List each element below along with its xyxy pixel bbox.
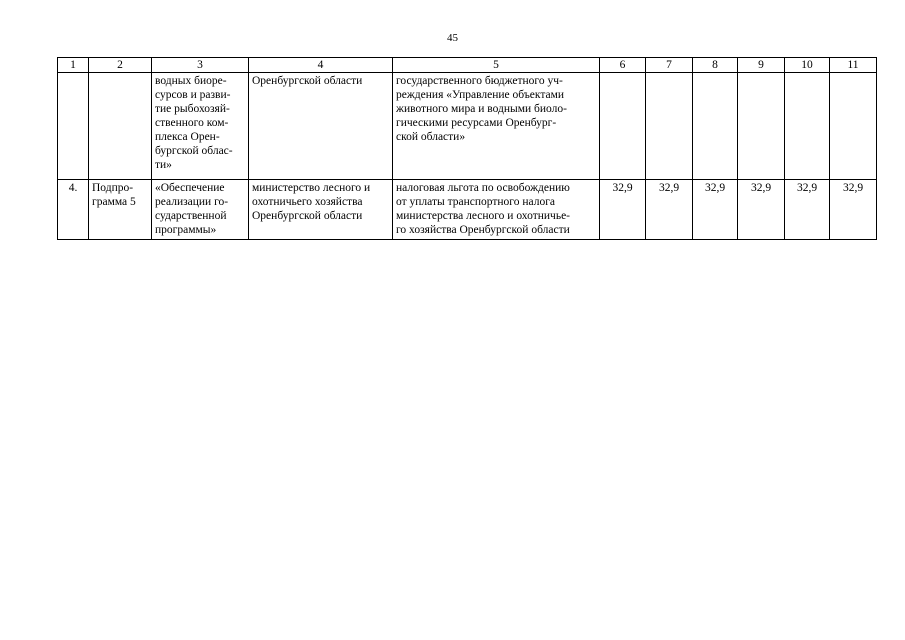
table-cell-value: 32,9 — [830, 180, 877, 240]
table-cell-number: 4. — [58, 180, 89, 240]
table-cell-value — [785, 73, 830, 180]
table-cell-name: «Обеспечение реализации го- сударственной программы» — [152, 180, 249, 240]
table-cell-value — [646, 73, 693, 180]
table-cell-subprogram: Подпро- грамма 5 — [89, 180, 152, 240]
column-header: 1 — [58, 58, 89, 73]
column-header: 4 — [249, 58, 393, 73]
column-header: 11 — [830, 58, 877, 73]
column-header: 8 — [693, 58, 738, 73]
column-header: 3 — [152, 58, 249, 73]
table-cell-value: 32,9 — [646, 180, 693, 240]
table-cell-description: налоговая льгота по освобождению от уплаты транспортного налога министерства лесного и охотничье- го хозяйства Оренбургской области — [393, 180, 600, 240]
table-cell-value — [738, 73, 785, 180]
column-header: 6 — [600, 58, 646, 73]
table-cell-value — [600, 73, 646, 180]
column-header: 10 — [785, 58, 830, 73]
column-header: 9 — [738, 58, 785, 73]
page-number: 45 — [447, 32, 458, 44]
table-header-row — [58, 58, 877, 73]
table-cell-value: 32,9 — [693, 180, 738, 240]
table-cell-number — [58, 73, 89, 180]
table-row — [58, 180, 877, 240]
table-cell-value: 32,9 — [738, 180, 785, 240]
table-row — [58, 73, 877, 180]
data-table — [57, 57, 877, 240]
table-cell-name: водных биоре- сурсов и разви- тие рыбохозяй- ственного ком- плекса Орен- бургской облас- ти» — [152, 73, 249, 180]
column-header: 2 — [89, 58, 152, 73]
table-cell-value — [693, 73, 738, 180]
table-cell-executor: министерство лесного и охотничьего хозяйства Оренбургской области — [249, 180, 393, 240]
column-header: 5 — [393, 58, 600, 73]
column-header: 7 — [646, 58, 693, 73]
table-cell-executor: Оренбургской области — [249, 73, 393, 180]
table-cell-value: 32,9 — [600, 180, 646, 240]
table-cell-description: государственного бюджетного уч- реждения «Управление объектами животного мира и водными биоло- гическими ресурсами Оренбург- ской области» — [393, 73, 600, 180]
table-cell-value: 32,9 — [785, 180, 830, 240]
table-cell-value — [830, 73, 877, 180]
table-cell-subprogram — [89, 73, 152, 180]
